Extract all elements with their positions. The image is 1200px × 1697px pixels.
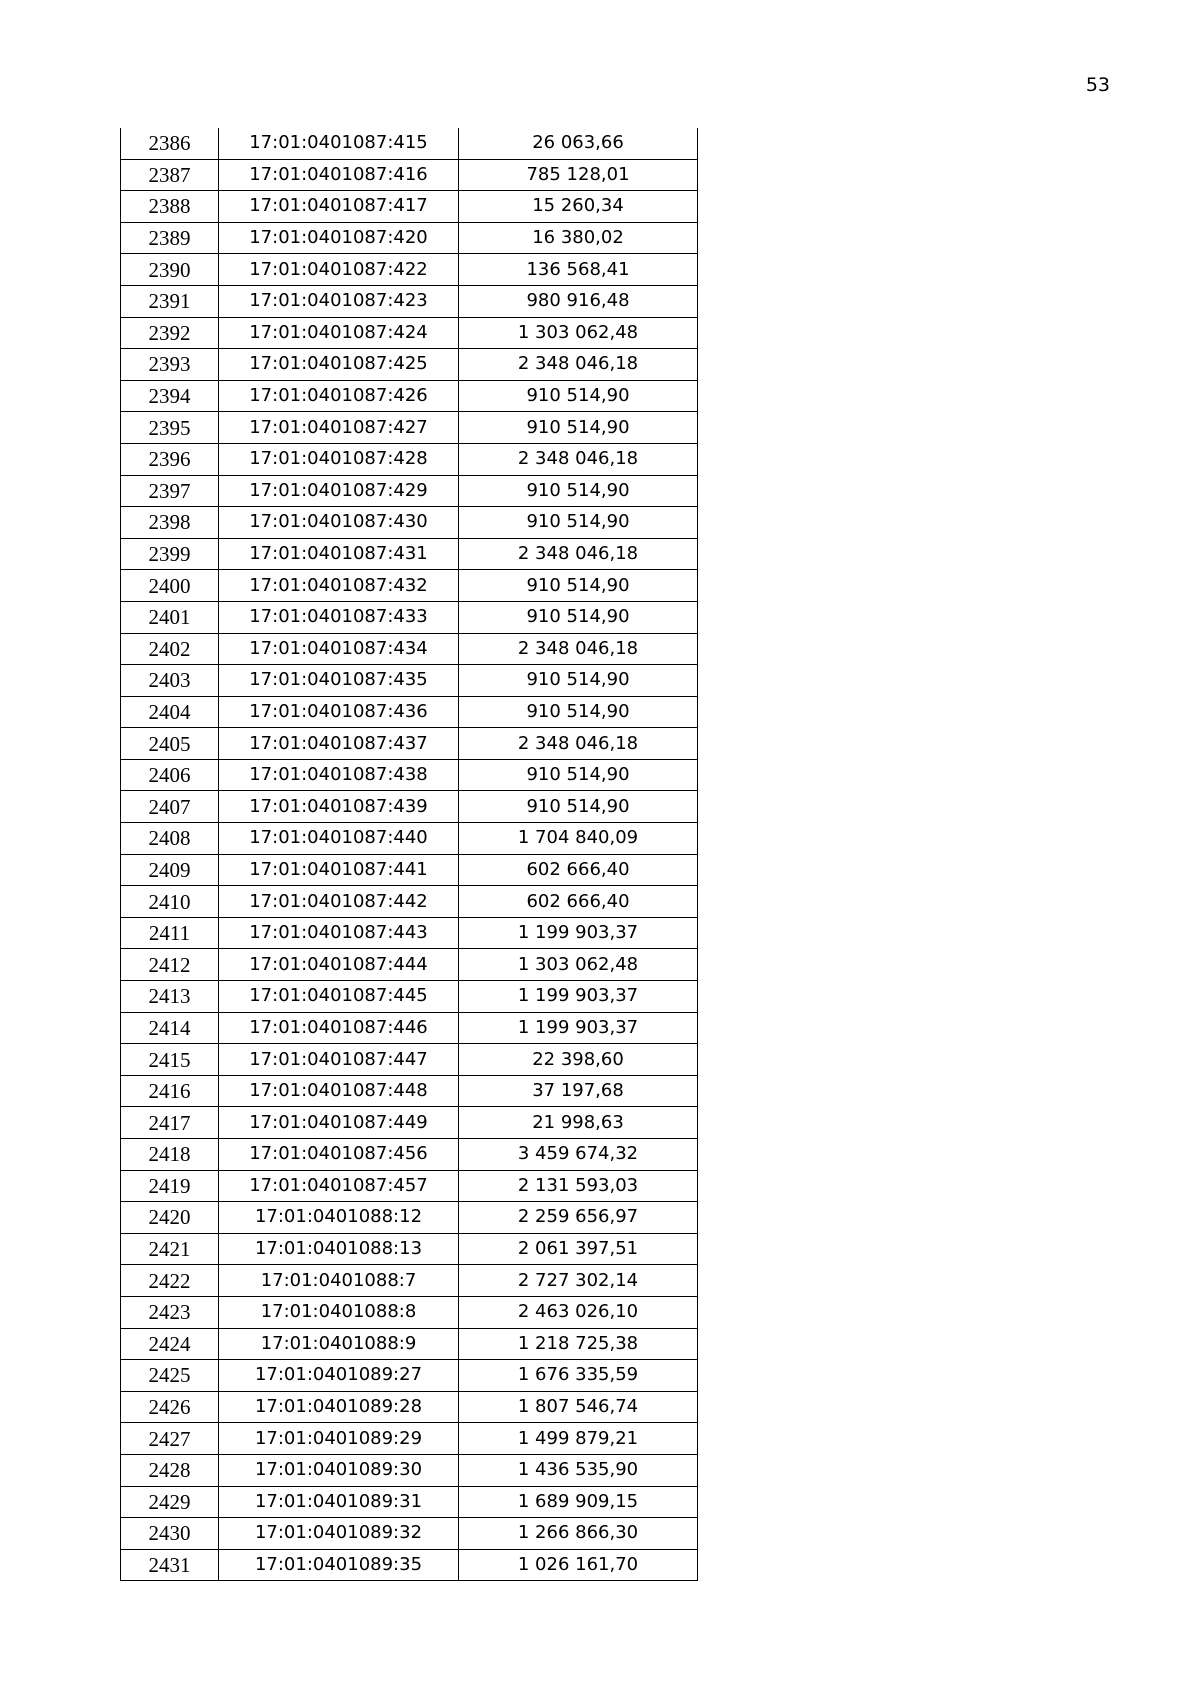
row-number-cell: 2401 <box>121 601 219 633</box>
table-row <box>121 254 698 286</box>
row-number-cell: 2395 <box>121 412 219 444</box>
value-cell: 910 514,90 <box>459 570 698 602</box>
table-row <box>121 285 698 317</box>
row-number-cell: 2408 <box>121 823 219 855</box>
row-number-cell: 2409 <box>121 854 219 886</box>
cadastral-number-cell: 17:01:0401087:422 <box>219 254 459 286</box>
table-row <box>121 759 698 791</box>
row-number-cell: 2399 <box>121 538 219 570</box>
row-number-cell: 2389 <box>121 222 219 254</box>
value-cell: 602 666,40 <box>459 886 698 918</box>
table-row <box>121 349 698 381</box>
table-row <box>121 222 698 254</box>
row-number-cell: 2413 <box>121 981 219 1013</box>
value-cell: 602 666,40 <box>459 854 698 886</box>
row-number-cell: 2407 <box>121 791 219 823</box>
table-row <box>121 1170 698 1202</box>
cadastral-number-cell: 17:01:0401088:13 <box>219 1233 459 1265</box>
cadastral-number-cell: 17:01:0401087:456 <box>219 1139 459 1171</box>
table-row <box>121 507 698 539</box>
row-number-cell: 2404 <box>121 696 219 728</box>
value-cell: 910 514,90 <box>459 412 698 444</box>
value-cell: 2 131 593,03 <box>459 1170 698 1202</box>
table-row <box>121 1328 698 1360</box>
row-number-cell: 2398 <box>121 507 219 539</box>
value-cell: 136 568,41 <box>459 254 698 286</box>
cadastral-number-cell: 17:01:0401087:424 <box>219 317 459 349</box>
value-cell: 1 218 725,38 <box>459 1328 698 1360</box>
value-cell: 21 998,63 <box>459 1107 698 1139</box>
row-number-cell: 2420 <box>121 1202 219 1234</box>
table-row <box>121 1012 698 1044</box>
row-number-cell: 2421 <box>121 1233 219 1265</box>
table-row <box>121 1202 698 1234</box>
row-number-cell: 2406 <box>121 759 219 791</box>
value-cell: 1 676 335,59 <box>459 1360 698 1392</box>
table-row <box>121 1044 698 1076</box>
table-row <box>121 633 698 665</box>
table-row <box>121 1360 698 1392</box>
row-number-cell: 2400 <box>121 570 219 602</box>
value-cell: 2 348 046,18 <box>459 538 698 570</box>
table-row <box>121 1518 698 1550</box>
value-cell: 1 303 062,48 <box>459 317 698 349</box>
row-number-cell: 2429 <box>121 1486 219 1518</box>
value-cell: 1 266 866,30 <box>459 1518 698 1550</box>
table-row <box>121 1423 698 1455</box>
cadastral-number-cell: 17:01:0401087:420 <box>219 222 459 254</box>
table-row <box>121 1139 698 1171</box>
table-row <box>121 791 698 823</box>
cadastral-number-cell: 17:01:0401087:439 <box>219 791 459 823</box>
value-cell: 910 514,90 <box>459 380 698 412</box>
table-row <box>121 728 698 760</box>
cadastral-number-cell: 17:01:0401087:457 <box>219 1170 459 1202</box>
value-cell: 37 197,68 <box>459 1075 698 1107</box>
row-number-cell: 2425 <box>121 1360 219 1392</box>
cadastral-number-cell: 17:01:0401087:446 <box>219 1012 459 1044</box>
value-cell: 1 303 062,48 <box>459 949 698 981</box>
cadastral-number-cell: 17:01:0401088:8 <box>219 1296 459 1328</box>
row-number-cell: 2418 <box>121 1139 219 1171</box>
table-row <box>121 1075 698 1107</box>
value-cell: 910 514,90 <box>459 759 698 791</box>
table-row <box>121 1233 698 1265</box>
table-row <box>121 570 698 602</box>
row-number-cell: 2417 <box>121 1107 219 1139</box>
row-number-cell: 2427 <box>121 1423 219 1455</box>
row-number-cell: 2410 <box>121 886 219 918</box>
row-number-cell: 2414 <box>121 1012 219 1044</box>
value-cell: 785 128,01 <box>459 159 698 191</box>
table-row <box>121 380 698 412</box>
table-row <box>121 1391 698 1423</box>
cadastral-number-cell: 17:01:0401087:429 <box>219 475 459 507</box>
value-cell: 1 026 161,70 <box>459 1549 698 1581</box>
cadastral-number-cell: 17:01:0401087:448 <box>219 1075 459 1107</box>
cadastral-number-cell: 17:01:0401087:436 <box>219 696 459 728</box>
cadastral-number-cell: 17:01:0401089:32 <box>219 1518 459 1550</box>
cadastral-number-cell: 17:01:0401089:27 <box>219 1360 459 1392</box>
table-body <box>121 128 698 1581</box>
value-cell: 1 199 903,37 <box>459 917 698 949</box>
cadastral-number-cell: 17:01:0401087:417 <box>219 191 459 223</box>
cadastral-number-cell: 17:01:0401089:31 <box>219 1486 459 1518</box>
cadastral-number-cell: 17:01:0401087:445 <box>219 981 459 1013</box>
row-number-cell: 2405 <box>121 728 219 760</box>
cadastral-number-cell: 17:01:0401087:425 <box>219 349 459 381</box>
row-number-cell: 2392 <box>121 317 219 349</box>
value-cell: 1 436 535,90 <box>459 1454 698 1486</box>
cadastral-number-cell: 17:01:0401087:433 <box>219 601 459 633</box>
cadastral-number-cell: 17:01:0401087:440 <box>219 823 459 855</box>
value-cell: 1 689 909,15 <box>459 1486 698 1518</box>
value-cell: 1 704 840,09 <box>459 823 698 855</box>
value-cell: 910 514,90 <box>459 601 698 633</box>
value-cell: 1 807 546,74 <box>459 1391 698 1423</box>
cadastral-number-cell: 17:01:0401087:430 <box>219 507 459 539</box>
table-row <box>121 1454 698 1486</box>
cadastral-number-cell: 17:01:0401089:28 <box>219 1391 459 1423</box>
row-number-cell: 2390 <box>121 254 219 286</box>
cadastral-number-cell: 17:01:0401087:441 <box>219 854 459 886</box>
row-number-cell: 2422 <box>121 1265 219 1297</box>
table-row <box>121 665 698 697</box>
cadastral-number-cell: 17:01:0401087:426 <box>219 380 459 412</box>
table-row <box>121 159 698 191</box>
value-cell: 910 514,90 <box>459 507 698 539</box>
table-row <box>121 917 698 949</box>
row-number-cell: 2415 <box>121 1044 219 1076</box>
cadastral-number-cell: 17:01:0401087:449 <box>219 1107 459 1139</box>
row-number-cell: 2396 <box>121 443 219 475</box>
cadastral-number-cell: 17:01:0401087:438 <box>219 759 459 791</box>
row-number-cell: 2412 <box>121 949 219 981</box>
table-row <box>121 854 698 886</box>
row-number-cell: 2426 <box>121 1391 219 1423</box>
cadastral-number-cell: 17:01:0401087:431 <box>219 538 459 570</box>
cadastral-number-cell: 17:01:0401087:447 <box>219 1044 459 1076</box>
row-number-cell: 2424 <box>121 1328 219 1360</box>
row-number-cell: 2391 <box>121 285 219 317</box>
value-cell: 3 459 674,32 <box>459 1139 698 1171</box>
cadastral-number-cell: 17:01:0401087:435 <box>219 665 459 697</box>
table-row <box>121 949 698 981</box>
value-cell: 1 499 879,21 <box>459 1423 698 1455</box>
table-row <box>121 1486 698 1518</box>
cadastral-number-cell: 17:01:0401088:9 <box>219 1328 459 1360</box>
cadastral-number-cell: 17:01:0401087:432 <box>219 570 459 602</box>
row-number-cell: 2393 <box>121 349 219 381</box>
value-cell: 26 063,66 <box>459 128 698 159</box>
value-cell: 2 727 302,14 <box>459 1265 698 1297</box>
row-number-cell: 2430 <box>121 1518 219 1550</box>
value-cell: 910 514,90 <box>459 665 698 697</box>
cadastral-number-cell: 17:01:0401087:434 <box>219 633 459 665</box>
cadastral-number-cell: 17:01:0401087:442 <box>219 886 459 918</box>
value-cell: 910 514,90 <box>459 696 698 728</box>
table-row <box>121 1107 698 1139</box>
cadastral-number-cell: 17:01:0401087:444 <box>219 949 459 981</box>
table-row <box>121 412 698 444</box>
table-row <box>121 191 698 223</box>
row-number-cell: 2388 <box>121 191 219 223</box>
cadastral-number-cell: 17:01:0401087:415 <box>219 128 459 159</box>
value-cell: 910 514,90 <box>459 791 698 823</box>
cadastral-number-cell: 17:01:0401088:7 <box>219 1265 459 1297</box>
value-cell: 1 199 903,37 <box>459 981 698 1013</box>
cadastral-number-cell: 17:01:0401087:416 <box>219 159 459 191</box>
value-cell: 2 259 656,97 <box>459 1202 698 1234</box>
table-row <box>121 823 698 855</box>
table-row <box>121 443 698 475</box>
cadastral-number-cell: 17:01:0401087:423 <box>219 285 459 317</box>
cadastral-number-cell: 17:01:0401089:35 <box>219 1549 459 1581</box>
row-number-cell: 2419 <box>121 1170 219 1202</box>
table-row <box>121 601 698 633</box>
cadastral-number-cell: 17:01:0401087:428 <box>219 443 459 475</box>
cadastral-number-cell: 17:01:0401087:427 <box>219 412 459 444</box>
row-number-cell: 2416 <box>121 1075 219 1107</box>
value-cell: 2 348 046,18 <box>459 633 698 665</box>
value-cell: 1 199 903,37 <box>459 1012 698 1044</box>
table-row <box>121 475 698 507</box>
value-cell: 2 463 026,10 <box>459 1296 698 1328</box>
value-cell: 16 380,02 <box>459 222 698 254</box>
table-row <box>121 886 698 918</box>
value-cell: 2 348 046,18 <box>459 728 698 760</box>
table-row <box>121 538 698 570</box>
value-cell: 910 514,90 <box>459 475 698 507</box>
value-cell: 2 061 397,51 <box>459 1233 698 1265</box>
cadastral-number-cell: 17:01:0401089:29 <box>219 1423 459 1455</box>
value-cell: 22 398,60 <box>459 1044 698 1076</box>
cadastral-number-cell: 17:01:0401087:437 <box>219 728 459 760</box>
row-number-cell: 2403 <box>121 665 219 697</box>
row-number-cell: 2387 <box>121 159 219 191</box>
row-number-cell: 2423 <box>121 1296 219 1328</box>
table-row <box>121 317 698 349</box>
cadastral-number-cell: 17:01:0401088:12 <box>219 1202 459 1234</box>
row-number-cell: 2386 <box>121 128 219 159</box>
table-row <box>121 1549 698 1581</box>
value-cell: 980 916,48 <box>459 285 698 317</box>
table-row <box>121 128 698 159</box>
row-number-cell: 2428 <box>121 1454 219 1486</box>
cadastral-number-cell: 17:01:0401087:443 <box>219 917 459 949</box>
table-row <box>121 1265 698 1297</box>
row-number-cell: 2431 <box>121 1549 219 1581</box>
row-number-cell: 2411 <box>121 917 219 949</box>
table-row <box>121 1296 698 1328</box>
value-cell: 2 348 046,18 <box>459 443 698 475</box>
value-cell: 15 260,34 <box>459 191 698 223</box>
row-number-cell: 2397 <box>121 475 219 507</box>
cadastral-value-table <box>120 128 698 1581</box>
table-row <box>121 696 698 728</box>
value-cell: 2 348 046,18 <box>459 349 698 381</box>
table-row <box>121 981 698 1013</box>
cadastral-number-cell: 17:01:0401089:30 <box>219 1454 459 1486</box>
page-number: 53 <box>1085 74 1110 96</box>
row-number-cell: 2402 <box>121 633 219 665</box>
row-number-cell: 2394 <box>121 380 219 412</box>
